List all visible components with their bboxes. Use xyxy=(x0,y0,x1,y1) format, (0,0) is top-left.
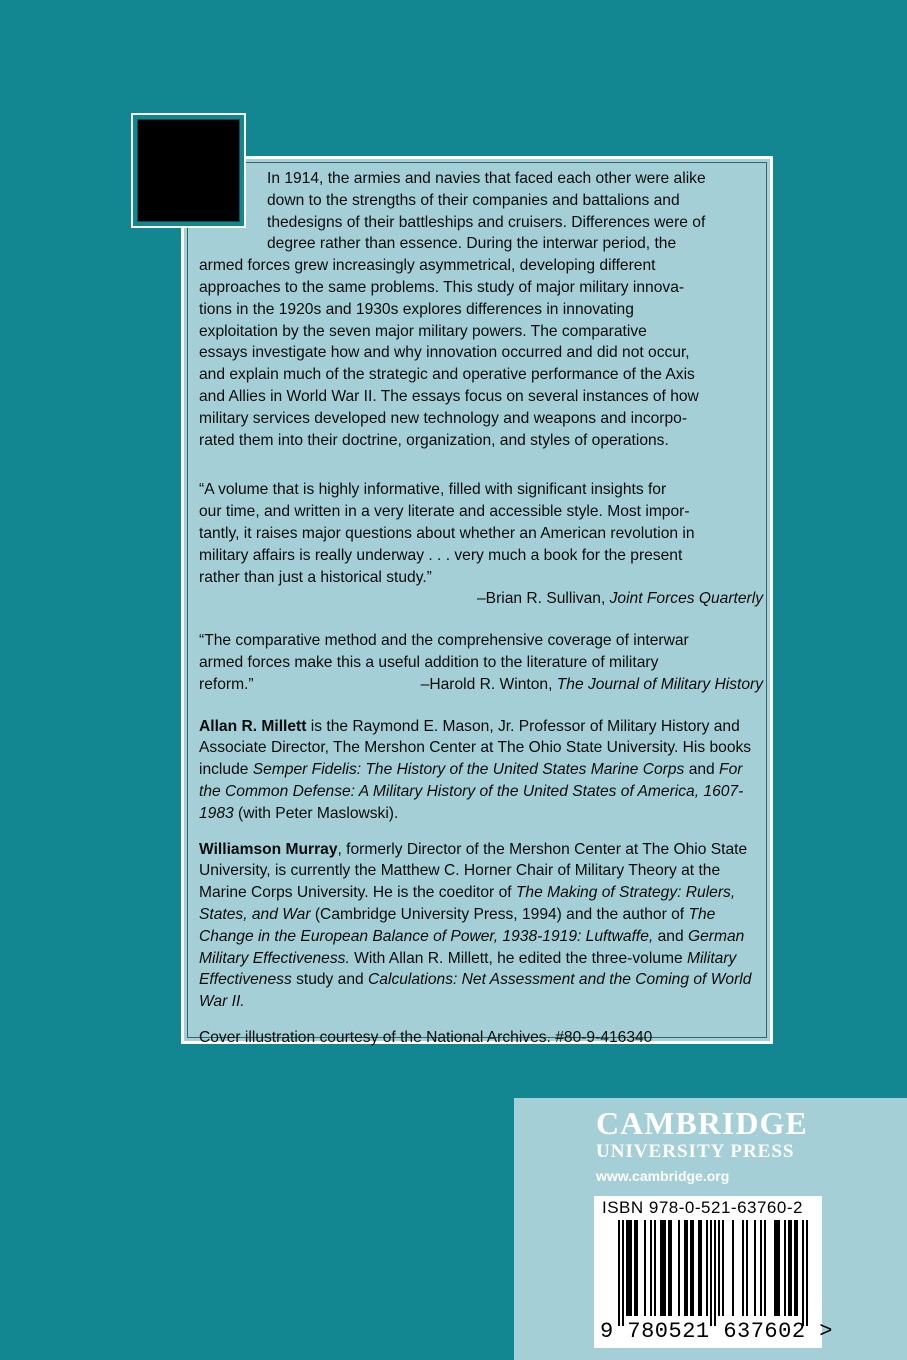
barcode-bar xyxy=(790,1220,792,1316)
isbn-label: ISBN 978-0-521-63760-2 xyxy=(602,1198,803,1217)
description-line: approaches to the same problems. This study of major military innova- xyxy=(199,278,685,296)
barcode-digits: 9 780521 637602 > xyxy=(600,1319,833,1344)
book-title: German Military Effectiveness. xyxy=(199,927,745,967)
description-line: In 1914, the armies and navies that faced each other were alike xyxy=(267,170,706,187)
description-line: essays investigate how and why innovation occurred and did not occur, xyxy=(199,344,690,362)
author-bio-murray xyxy=(199,839,765,1013)
barcode-bar xyxy=(784,1220,786,1316)
quote-attribution xyxy=(421,674,763,696)
barcode-bar xyxy=(634,1220,636,1316)
review-quote-sullivan xyxy=(199,479,765,610)
cover-credit: Cover illustration courtesy of the National Archives. #80-9-416340 xyxy=(199,1028,653,1046)
bio-text: With Allan R. Millett, he edited the three-volume xyxy=(349,949,687,967)
barcode-guard-bar xyxy=(802,1220,804,1326)
barcode-bar xyxy=(698,1220,700,1316)
quote-attribution xyxy=(199,588,765,610)
barcode-guard-bar xyxy=(806,1220,808,1326)
isbn-barcode xyxy=(594,1196,833,1348)
barcode-guard-bar xyxy=(622,1220,624,1326)
description-line: down to the strengths of their companies and battalions and xyxy=(267,191,680,209)
barcode-bar xyxy=(794,1220,796,1316)
barcode-bar xyxy=(764,1220,766,1316)
barcode-bar xyxy=(742,1220,744,1316)
barcode-bar xyxy=(654,1220,656,1316)
quote-line: rather than just a historical study.” xyxy=(199,568,432,586)
bio-text: (with Peter Maslowski). xyxy=(233,804,399,822)
book-title: Calculations: Net Assessment and the Coming of World War II. xyxy=(199,971,752,1011)
barcode-bar xyxy=(754,1220,756,1316)
quote-line: our time, and written in a very literate and accessible style. Most impor- xyxy=(199,503,690,521)
quote-line: tantly, it raises major questions about whether an American revolution in xyxy=(199,524,695,542)
barcode-bar xyxy=(692,1220,694,1316)
barcode-bar xyxy=(718,1220,720,1316)
publisher-name: CAMBRIDGE xyxy=(596,1105,808,1141)
bio-text: (Cambridge University Press, 1994) and the author of xyxy=(310,905,689,923)
description-line: armed forces grew increasingly asymmetrical, developing different xyxy=(199,257,656,275)
barcode-bar xyxy=(776,1220,778,1316)
book-title: Military Effectiveness xyxy=(199,949,737,989)
description-line: thedesigns of their battleships and cruisers. Differences were of xyxy=(267,213,706,231)
publisher-block xyxy=(514,1098,907,1360)
description-line: degree rather than essence. During the interwar period, the xyxy=(267,235,677,253)
quote-line: armed forces make this a useful addition to the literature of military xyxy=(199,653,659,671)
bio-text: study and xyxy=(291,971,369,989)
barcode-bar xyxy=(630,1220,632,1316)
barcode-bar xyxy=(746,1220,748,1316)
barcode-bar xyxy=(670,1220,672,1316)
barcode-bar xyxy=(662,1220,664,1316)
review-quote-winton xyxy=(199,630,765,695)
barcode-bar xyxy=(788,1220,790,1316)
barcode-bar xyxy=(760,1220,762,1316)
publisher-subtitle: UNIVERSITY PRESS xyxy=(596,1141,795,1162)
barcode-bar xyxy=(628,1220,630,1316)
barcode-bar xyxy=(664,1220,666,1316)
barcode-bar xyxy=(660,1220,662,1316)
description-line: and Allies in World War II. The essays focus on several instances of how xyxy=(199,387,699,405)
description-line: exploitation by the seven major military powers. The comparative xyxy=(199,322,647,340)
barcode-guard-bar xyxy=(710,1220,712,1326)
author-name: Allan R. Millett xyxy=(199,717,307,735)
description-line: military services developed new technology and weapons and incorpo- xyxy=(199,409,688,427)
barcode-bar xyxy=(706,1220,708,1316)
barcode-bar xyxy=(650,1220,652,1316)
book-description-continued xyxy=(199,255,765,451)
description-line: and explain much of the strategic and operative performance of the Axis xyxy=(199,366,695,384)
bio-text: , formerly Director of the Mershon Center at The Ohio State University, is currently the Matthew C. Horner Chair of Military Theory at the Marine Corps University. He is the coeditor of xyxy=(199,840,748,902)
barcode-bar xyxy=(690,1220,692,1316)
back-cover-text xyxy=(199,168,765,1049)
barcode-guard-bar xyxy=(714,1220,716,1326)
attribution-source: The Journal of Military History xyxy=(556,675,763,693)
barcode-bar xyxy=(684,1220,686,1316)
barcode-bar xyxy=(774,1220,776,1316)
bio-text: and xyxy=(684,761,720,779)
bio-text: and xyxy=(653,927,688,945)
quote-line: “The comparative method and the comprehensive coverage of interwar xyxy=(199,632,689,650)
book-title: Semper Fidelis: The History of the United States Marine Corps xyxy=(252,761,685,779)
author-name: Williamson Murray xyxy=(199,840,338,858)
barcode-bar xyxy=(796,1220,798,1316)
barcode-bar xyxy=(678,1220,680,1316)
description-line: tions in the 1920s and 1930s explores differences in innovating xyxy=(199,300,634,318)
publisher-url: www.cambridge.org xyxy=(596,1168,730,1184)
barcode-bar xyxy=(644,1220,646,1316)
description-line: rated them into their doctrine, organization, and styles of operations. xyxy=(199,431,669,449)
barcode-bar xyxy=(626,1220,628,1316)
barcode-bar xyxy=(700,1220,702,1316)
quote-line: military affairs is really underway . . . very much a book for the present xyxy=(199,546,683,564)
quote-line: “A volume that is highly informative, filled with significant insights for xyxy=(199,481,667,499)
author-bio-millett xyxy=(199,716,765,825)
barcode-bar xyxy=(668,1220,670,1316)
book-description xyxy=(199,168,765,255)
bio-text: is the Raymond E. Mason, Jr. Professor of Military History and Associate Director, The Mershon Center at The Ohio State University. His books include xyxy=(199,717,752,779)
book-title: For the Common Defense: A Military History of the United States of America, 1607-1983 xyxy=(199,761,744,822)
attribution-source: Joint Forces Quarterly xyxy=(609,590,763,608)
barcode-guard-bar xyxy=(618,1220,620,1326)
book-title: The Making of Strategy: Rulers, States, and War xyxy=(199,884,736,923)
book-title: The Change in the European Balance of Power, 1938-1919: Luftwaffe, xyxy=(199,905,716,945)
barcode-bar xyxy=(722,1220,724,1316)
barcode-bar xyxy=(778,1220,780,1316)
quote-line: reform.” xyxy=(199,675,254,693)
quote-last-line xyxy=(199,674,765,696)
barcode-bar xyxy=(686,1220,688,1316)
attribution-name: –Brian R. Sullivan, xyxy=(477,590,610,608)
attribution-name: –Harold R. Winton, xyxy=(420,675,557,693)
barcode-bar xyxy=(636,1220,638,1316)
barcode-bar xyxy=(732,1220,734,1316)
